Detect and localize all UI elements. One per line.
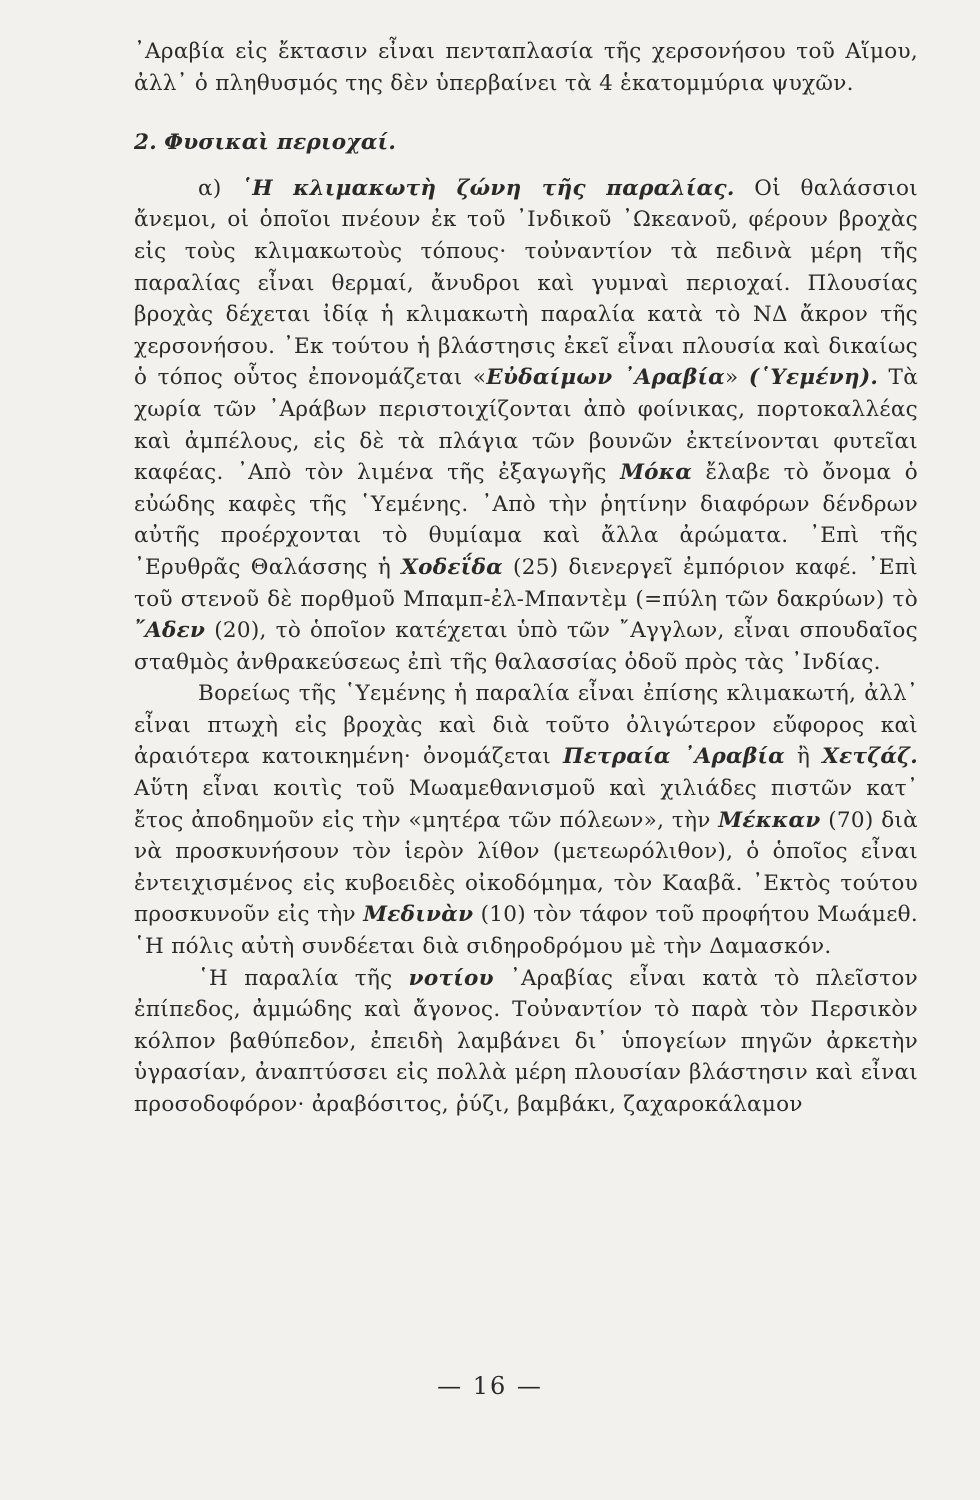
section-number: 2.	[134, 130, 158, 156]
term-south: νοτίου	[408, 965, 494, 991]
term-yemen: (῾Υεμένη).	[748, 365, 879, 391]
text-run: ἔλαβε τὸ ὄνομα ὁ εὐώδης καφὲς τῆς ῾Υεμένης. ᾿Απὸ τὴν ῥητίνην διαφόρων δένδρων αὐτῆς προέρχονται τὸ θυμίαμα καὶ ἄλλα ἀρώματα. ᾿Επὶ τῆς ᾿Ερυθρᾶς Θαλάσσης ἡ	[134, 460, 918, 580]
text-run: (20), τὸ ὁποῖον κατέχεται ὑπὸ τῶν ῎Αγγλων, εἶναι σπουδαῖος σταθμὸς ἀνθρακεύσεως ἐπὶ τῆς θαλασσίας ὁδοῦ πρὸς τὰς ᾿Ινδίας.	[134, 618, 918, 675]
text-run: Τὰ χωρία τῶν ᾿Αράβων περιστοιχίζονται ἀπὸ φοίνικας, πορτοκαλλέας καὶ ἀμπέλους, εἰς δὲ τὰ πλάγια τῶν βουνῶν ἐκτείνονται φυτεῖαι καφέας. ᾿Απὸ τὸν λιμένα τῆς ἐξαγωγῆς	[134, 365, 919, 486]
term-hodeida: Χοδεΐδα	[401, 554, 503, 580]
term-hejaz: Χετζάζ.	[822, 744, 918, 770]
text-run: Οἱ θαλάσσιοι ἄνεμοι, οἱ ὁποῖοι πνέουν ἐκ τοῦ ᾿Ινδικοῦ ᾿Ωκεανοῦ, φέρουν βροχὰς εἰς τοὺς κλιμακωτοὺς τόπους· τοὐναντίον τὰ πεδινὰ μέρη τῆς παραλίας εἶναι θερμαί, ἄνυδροι καὶ γυμναὶ περιοχαί. Πλουσίας βροχὰς δέχεται ἰδίᾳ ἡ κλιμακωτὴ παραλία κατὰ τὸ ΝΔ ἄκρον τῆς χερσονήσου. ᾿Εκ τούτου ἡ βλάστησις ἐκεῖ εἶναι πλουσία καὶ δικαίως ὁ τόπος οὗτος ἐπονομάζεται «	[134, 175, 919, 391]
text-run: (25) διενεργεῖ ἐμπόριον καφέ. ᾿Επὶ τοῦ στενοῦ δὲ πορθμοῦ Μπαμπ-ἐλ-Μπαντὲμ (=πύλη τῶν δακρύων) τὸ	[134, 554, 918, 612]
term-eudaimon-arabia: Εὐδαίμων ᾿Αραβία	[486, 365, 726, 391]
paragraph-climate-zone	[134, 173, 918, 679]
term-mecca: Μέκκαν	[718, 807, 821, 833]
term-petraea: Πετραία ᾿Αραβία	[563, 744, 786, 770]
intro-text: ᾿Αραβία εἰς ἔκτασιν εἶναι πενταπλασία τῆς χερσονήσου τοῦ Αἵμου, ἀλλ᾿ ὁ πληθυσμός της δὲν ὑπερβαίνει τὰ 4 ἑκατομμύρια ψυχῶν.	[134, 39, 918, 96]
term-aden: ῎Αδεν	[134, 618, 206, 644]
page-number: — 16 —	[437, 1372, 543, 1400]
subsection-label: α)	[198, 175, 222, 201]
paragraph-hejaz	[134, 678, 918, 962]
text-run: ῾Η παραλία τῆς	[198, 965, 409, 991]
term-mocha: Μόκα	[620, 460, 693, 486]
text-run: Βορείως τῆς ῾Υεμένης ἡ παραλία εἶναι ἐπίσης κλιμακωτή, ἀλλ᾿ εἶναι πτωχὴ εἰς βροχὰς καὶ διὰ τοῦτο ὀλιγώτερον εὔφορος καὶ ἀραιότερα κατοικημένη· ὀνομάζεται	[134, 681, 918, 770]
section-title: Φυσικαὶ περιοχαί.	[164, 130, 397, 156]
text-run: Αὕτη εἶναι κοιτὶς τοῦ Μωαμεθανισμοῦ καὶ χιλιάδες πιστῶν κατ᾿ ἔτος ἀποδημοῦν εἰς τὴν «μητέρα τῶν πόλεων», τὴν	[134, 776, 918, 833]
text-run: (10) τὸν τάφον τοῦ προφήτου Μωάμεθ. ῾Η πόλις αὐτὴ συνδέεται διὰ σιδηροδρόμου μὲ τὴν Δαμασκόν.	[134, 902, 919, 960]
text-run: ᾿Αραβίας εἶναι κατὰ τὸ πλεῖστον ἐπίπεδος, ἀμμώδης καὶ ἄγονος. Τοὐναντίον τὸ παρὰ τὸν Περσικὸν κόλπον βαθύπεδον, ἐπειδὴ λαμβάνει δι᾿ ὑπογείων πηγῶν ἀρκετὴν ὑγρασίαν, ἀναπτύσσει εἰς πολλὰ μέρη πλουσίαν βλάστησιν καὶ εἶναι προσοδοφόρον· ἀραβόσιτος, ῥύζι, βαμβάκι, ζαχαροκάλαμον	[134, 965, 918, 1117]
text-run: »	[725, 365, 749, 391]
paragraph-south-coast	[134, 963, 918, 1121]
intro-paragraph	[134, 36, 918, 99]
text-run: ἢ	[785, 744, 823, 770]
text-run: (70) διὰ νὰ προσκυνήσουν τὸν ἱερὸν λίθον (μετεωρόλιθον), ὁ ὁποῖος εἶναι ἐντειχισμένος εἰς κυβοειδὲς οἰκοδόμημα, τὸν Κααβᾶ. ᾿Εκτὸς τούτου προσκυνοῦν εἰς τὴν	[134, 807, 918, 928]
term-medina: Μεδινὰν	[363, 902, 474, 928]
body-text	[134, 36, 918, 1121]
section-heading	[134, 127, 918, 159]
subsection-title: ῾Η κλιμακωτὴ ζώνη τῆς παραλίας.	[241, 175, 735, 201]
